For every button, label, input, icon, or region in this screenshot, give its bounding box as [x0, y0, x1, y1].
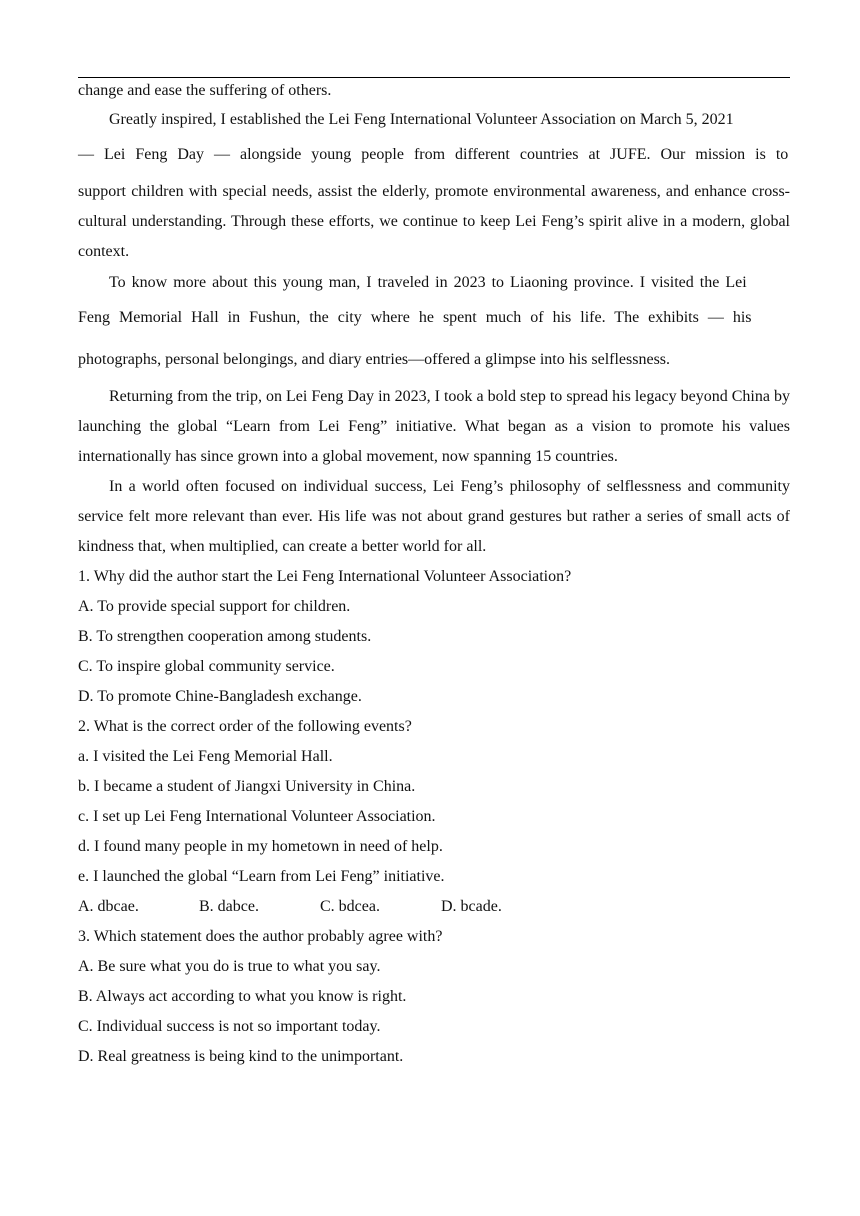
paragraph-line: photographs, personal belongings, and diary entries—offered a glimpse into his selflessness.: [78, 351, 671, 368]
event-item: e. I launched the global “Learn from Lei Feng” initiative.: [78, 868, 445, 885]
paragraph-line: Greatly inspired, I established the Lei Feng International Volunteer Association on March 5, 2021: [109, 111, 734, 128]
question-stem: 2. What is the correct order of the following events?: [78, 718, 412, 735]
paragraph-association: [78, 104, 790, 267]
paragraph-text: support children with special needs, assist the elderly, promote environmental awareness, and enhance cross-cultural understanding. Through these efforts, we continue to keep Lei Feng’s spirit alive in a modern, global context.: [78, 183, 790, 260]
question-stem: 1. Why did the author start the Lei Feng International Volunteer Association?: [78, 568, 572, 585]
paragraph-liaoning: [78, 267, 790, 382]
paragraph-continuation: change and ease the suffering of others.: [78, 82, 332, 99]
answer-option: C. bdcea.: [320, 898, 380, 915]
answer-option: A. To provide special support for children.: [78, 598, 351, 615]
answer-options-row: [78, 892, 790, 922]
question-2: [78, 712, 790, 922]
question-3: [78, 922, 790, 1072]
answer-option: D. bcade.: [441, 898, 502, 915]
event-item: a. I visited the Lei Feng Memorial Hall.: [78, 748, 333, 765]
answer-option: D. Real greatness is being kind to the unimportant.: [78, 1048, 404, 1065]
paragraph-line: To know more about this young man, I traveled in 2023 to Liaoning province. I visited the Lei: [109, 274, 747, 291]
answer-option: B. Always act according to what you know is right.: [78, 988, 407, 1005]
event-item: b. I became a student of Jiangxi University in China.: [78, 778, 416, 795]
paragraph-philosophy: In a world often focused on individual success, Lei Feng’s philosophy of selflessness and community service felt more relevant than ever. His life was not about grand gestures but rather a series of small acts of kindness that, when multiplied, can create a better world for all.: [78, 478, 790, 555]
document-content: [78, 78, 790, 1072]
paragraph-line: — Lei Feng Day — alongside young people from different countries at JUFE. Our mission is to: [78, 146, 789, 163]
answer-option: A. Be sure what you do is true to what you say.: [78, 958, 381, 975]
question-1: [78, 562, 790, 712]
answer-option: B. dabce.: [199, 898, 259, 915]
paragraph-initiative: Returning from the trip, on Lei Feng Day in 2023, I took a bold step to spread his legacy beyond China by launching the global “Learn from Lei Feng” initiative. What began as a vision to promote his values internationally has since grown into a global movement, now spanning 15 countries.: [78, 388, 790, 465]
paragraph-line: Feng Memorial Hall in Fushun, the city where he spent much of his life. The exhibits — his: [78, 309, 752, 326]
answer-option: C. Individual success is not so important today.: [78, 1018, 381, 1035]
event-item: d. I found many people in my hometown in need of help.: [78, 838, 443, 855]
answer-option: C. To inspire global community service.: [78, 658, 335, 675]
answer-option: D. To promote Chine-Bangladesh exchange.: [78, 688, 362, 705]
answer-option: A. dbcae.: [78, 898, 139, 915]
answer-option: B. To strengthen cooperation among students.: [78, 628, 372, 645]
event-item: c. I set up Lei Feng International Volunteer Association.: [78, 808, 436, 825]
question-stem: 3. Which statement does the author probably agree with?: [78, 928, 443, 945]
